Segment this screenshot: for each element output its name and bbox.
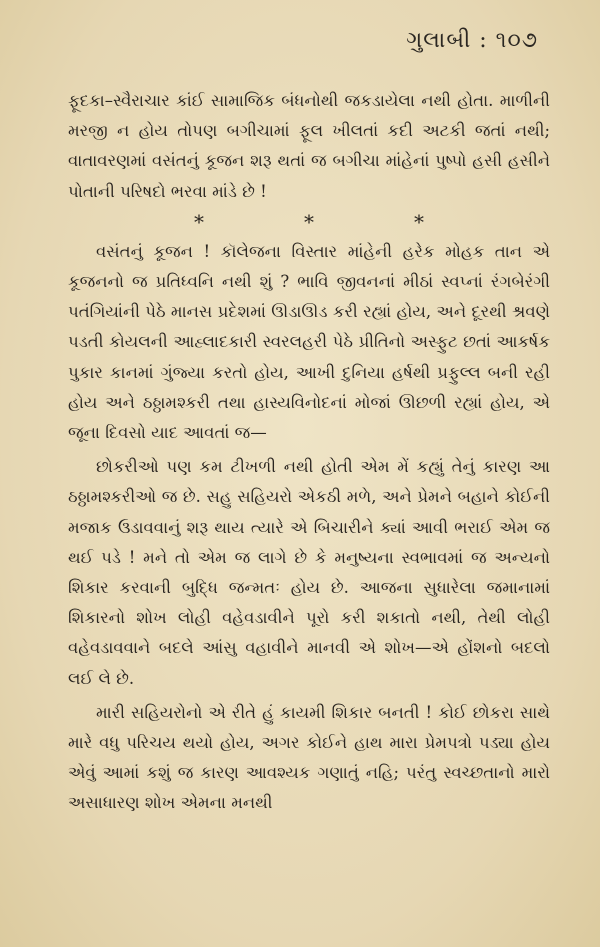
paragraph-4: મારી સહિયરોનો એ રીતે હું કાયમી શિકાર બનતી ! કોઈ છોકરા સાથે મારે વધુ પરિચય થયો હોય, અગર કોઈને હાથ મારા પ્રેમપત્રો પડ્યા હોય એવું આમાં કશું જ કારણ આવશ્યક ગણાતું નહિ; પરંતુ સ્વચ્છતાનો મારો અસાધારણ શોખ એમના મનથી <box>68 702 550 813</box>
running-header: ગુલાબી : ૧૦૭ <box>406 28 538 53</box>
separator-asterisk: * <box>304 209 314 234</box>
separator-asterisk: * <box>194 209 204 234</box>
paragraph-1: ફૂદકા–સ્વૈરાચાર કાંઈ સામાજિક બંધનોથી જકડાયેલા નથી હોતા. માળીની મરજી ન હોય તોપણ બગીચામાં ફૂલ ખીલતાં કદી અટકી જતાં નથી; વાતાવરણમાં વસંતનું કૂજન શરૂ થતાં જ બગીચા માંહેનાં પુષ્પો હસી હસીને પોતાની પરિષદો ભરવા માંડે છે ! <box>68 91 550 201</box>
separator-asterisk: * <box>414 209 424 234</box>
section-separator <box>144 209 474 235</box>
body-text <box>68 86 550 819</box>
paragraph-3: છોકરીઓ પણ કમ ટીખળી નથી હોતી એમ મેં કહ્યું તેનું કારણ આ ઠઠ્ઠામશ્કરીઓ જ છે. સહુ સહિયરો એકઠી મળે, અને પ્રેમને બહાને કોઈની મજાક ઉડાવવાનું શરૂ થાય ત્યારે એ બિચારીને ક્યાં આવી ભરાઈ એમ જ થઈ પડે ! મને તો એમ જ લાગે છે કે મનુષ્યના સ્વભાવમાં જ અન્યનો શિકાર કરવાની બુદ્ધિ જન્મતઃ હોય છે. આજના સુધારેલા જમાનામાં શિકારનો શોખ લોહી વહેવડાવીને પૂરો કરી શકાતો નથી, તેથી લોહી વહેવડાવવાને બદલે આંસુ વહાવીને માનવી એ શોખ—એ હોંશનો બદલો લઈ લે છે. <box>68 457 550 688</box>
paragraph-2: વસંતનું કૂજન ! કૉલેજના વિસ્તાર માંહેની હરેક મોહક તાન એ કૂજનનો જ પ્રતિધ્વનિ નથી શું ? ભાવિ જીવનનાં મીઠાં સ્વપ્નાં રંગબેરંગી પતંગિયાંની પેઠે માનસ પ્રદેશમાં ઊડાઊડ કરી રહ્યાં હોય, અને દૂરથી શ્રવણે પડતી કોયલની આહ્લાદકારી સ્વરલહરી પેઠે પ્રીતિનો અસ્ફુટ છતાં આકર્ષક પુકાર કાનમાં ગુંજ્યા કરતો હોય, આખી દુનિયા હર્ષથી પ્રફુલ્લ બની રહી હોય અને ઠઠ્ઠામશ્કરી તથા હાસ્યવિનોદનાં મોજાં ઊછળી રહ્યાં હોય, એ જૂના દિવસો યાદ આવતાં જ— <box>68 241 550 443</box>
